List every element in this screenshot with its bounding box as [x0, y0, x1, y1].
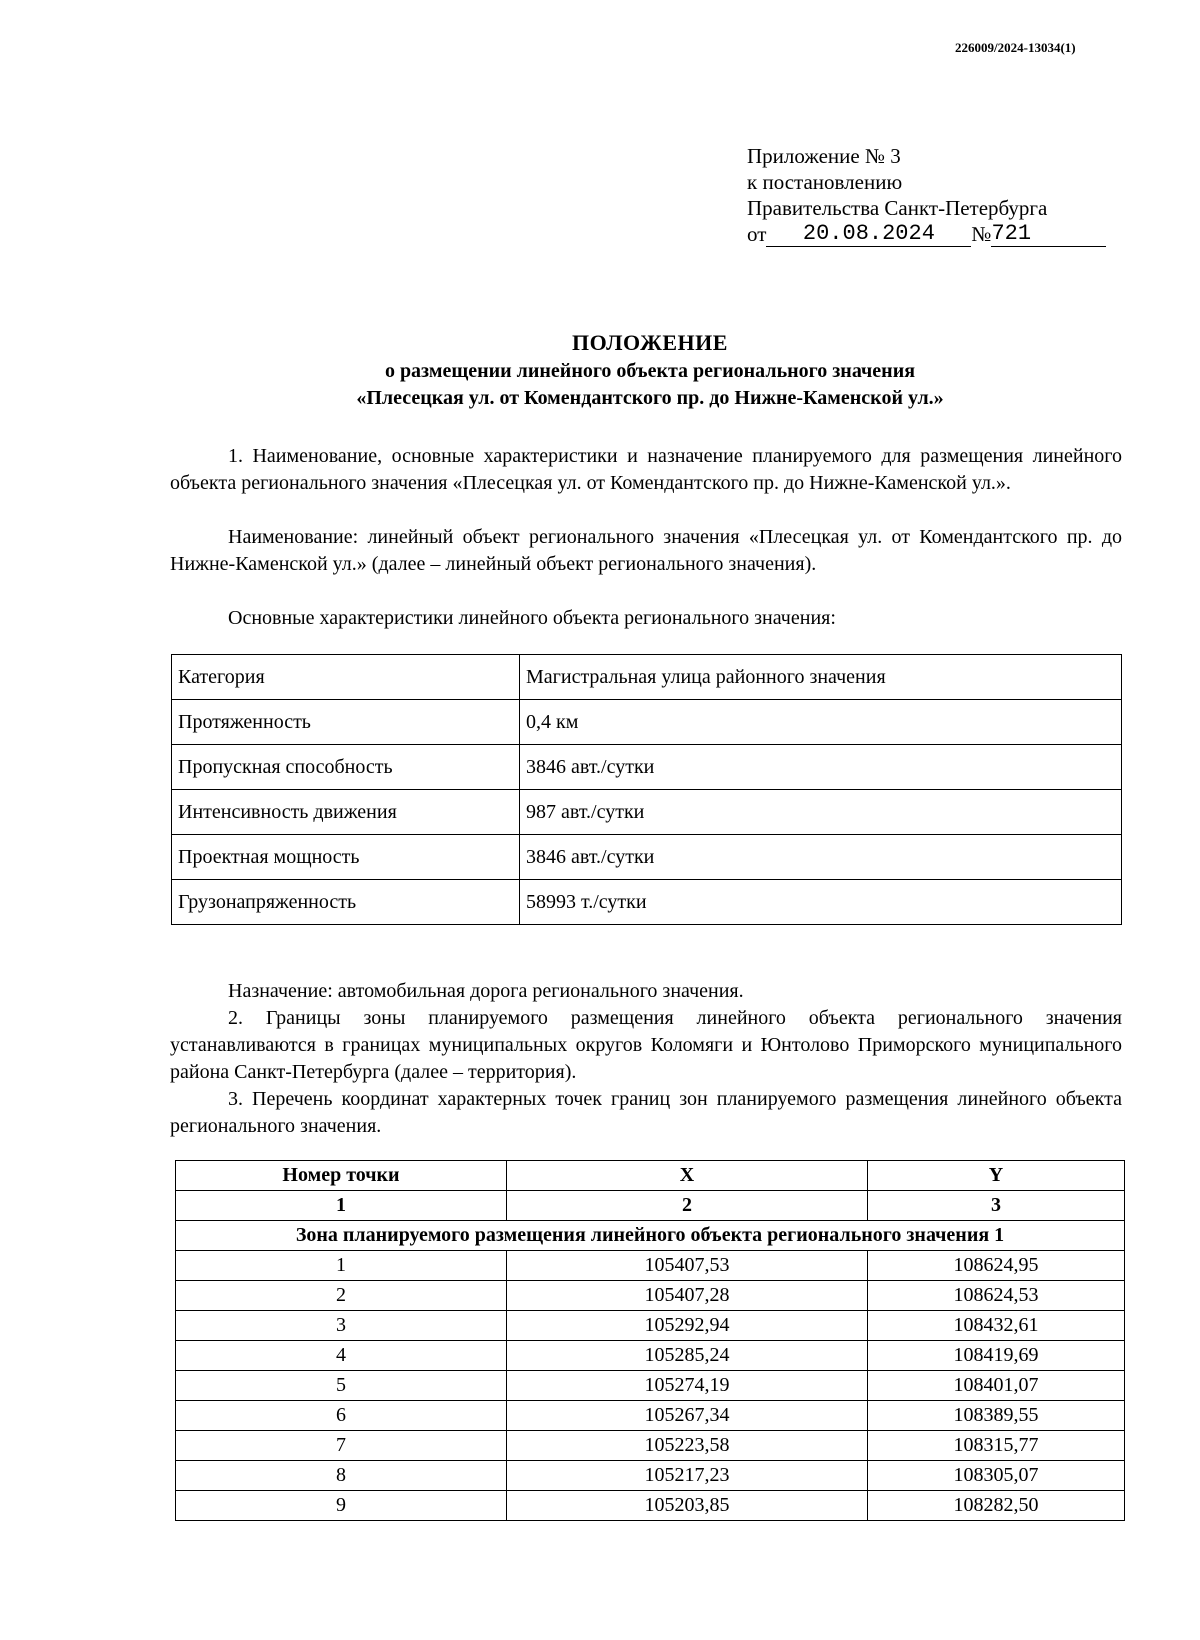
- header-y: Y: [868, 1161, 1125, 1191]
- number-label: №: [971, 222, 992, 246]
- characteristic-value: 3846 авт./сутки: [520, 745, 1122, 790]
- point-number: 6: [176, 1401, 507, 1431]
- x-coordinate: 105217,23: [507, 1461, 868, 1491]
- characteristics-table: [171, 654, 1122, 925]
- x-coordinate: 105223,58: [507, 1431, 868, 1461]
- table-row: [176, 1431, 1125, 1461]
- paragraph-1: 1. Наименование, основные характеристики и назначение планируемого для размещения линейного объекта регионального значения «Плесецкая ул. от Комендантского пр. до Нижне-Каменской ул.».: [170, 445, 1122, 494]
- y-coordinate: 108282,50: [868, 1491, 1125, 1521]
- appendix-date-line: [747, 221, 1106, 247]
- appendix-line-3: Правительства Санкт-Петербурга: [747, 196, 1048, 220]
- x-coordinate: 105292,94: [507, 1311, 868, 1341]
- column-number-3: 3: [868, 1191, 1125, 1221]
- y-coordinate: 108432,61: [868, 1311, 1125, 1341]
- title-main: ПОЛОЖЕНИЕ: [572, 330, 728, 355]
- characteristic-value: 0,4 км: [520, 700, 1122, 745]
- table-row: [172, 700, 1122, 745]
- document-title: [170, 330, 1130, 410]
- zone-title: Зона планируемого размещения линейного объекта регионального значения 1: [176, 1221, 1125, 1251]
- point-number: 4: [176, 1341, 507, 1371]
- characteristic-name: Категория: [172, 655, 520, 700]
- characteristic-name: Интенсивность движения: [172, 790, 520, 835]
- paragraph-2: Наименование: линейный объект регионального значения «Плесецкая ул. от Комендантского пр. до Нижне-Каменской ул.» (далее – линейный объект регионального значения).: [170, 526, 1122, 575]
- y-coordinate: 108624,53: [868, 1281, 1125, 1311]
- appendix-line-1: Приложение № 3: [747, 144, 901, 168]
- title-subtitle-1: о размещении линейного объекта регионального значения: [384, 360, 916, 382]
- table-row: [172, 835, 1122, 880]
- y-coordinate: 108315,77: [868, 1431, 1125, 1461]
- coordinates-table: [175, 1160, 1125, 1521]
- y-coordinate: 108389,55: [868, 1401, 1125, 1431]
- y-coordinate: 108624,95: [868, 1251, 1125, 1281]
- zone-title-row: [176, 1221, 1125, 1251]
- table-row: [172, 790, 1122, 835]
- paragraph-5: 2. Границы зоны планируемого размещения линейного объекта регионального значения устанавливаются в границах муниципальных округов Коломяги и Юнтолово Приморского муниципального района Санкт-Петербурга (далее – территория).: [170, 1007, 1122, 1083]
- table-row: [176, 1491, 1125, 1521]
- coords-header-row: [176, 1161, 1125, 1191]
- column-number-2: 2: [507, 1191, 868, 1221]
- header-x: X: [507, 1161, 868, 1191]
- point-number: 7: [176, 1431, 507, 1461]
- x-coordinate: 105267,34: [507, 1401, 868, 1431]
- characteristic-name: Протяженность: [172, 700, 520, 745]
- header-point-number: Номер точки: [176, 1161, 507, 1191]
- characteristic-value: 987 авт./сутки: [520, 790, 1122, 835]
- y-coordinate: 108401,07: [868, 1371, 1125, 1401]
- table-row: [176, 1341, 1125, 1371]
- y-coordinate: 108419,69: [868, 1341, 1125, 1371]
- characteristic-name: Грузонапряженность: [172, 880, 520, 925]
- title-subtitle-2: «Плесецкая ул. от Комендантского пр. до Нижне-Каменской ул.»: [356, 387, 944, 409]
- decree-number: 721: [991, 222, 1106, 247]
- point-number: 8: [176, 1461, 507, 1491]
- column-number-1: 1: [176, 1191, 507, 1221]
- coords-column-numbers-row: [176, 1191, 1125, 1221]
- table-row: [172, 745, 1122, 790]
- table-row: [176, 1311, 1125, 1341]
- document-number: 226009/2024-13034(1): [955, 40, 1076, 55]
- table-row: [176, 1371, 1125, 1401]
- table-row: [172, 655, 1122, 700]
- point-number: 1: [176, 1251, 507, 1281]
- point-number: 3: [176, 1311, 507, 1341]
- paragraph-4: Назначение: автомобильная дорога регионального значения.: [228, 980, 744, 1002]
- x-coordinate: 105407,53: [507, 1251, 868, 1281]
- table-row: [176, 1401, 1125, 1431]
- appendix-line-2: к постановлению: [747, 170, 903, 194]
- paragraph-3: Основные характеристики линейного объекта регионального значения:: [228, 607, 836, 629]
- point-number: 2: [176, 1281, 507, 1311]
- point-number: 5: [176, 1371, 507, 1401]
- characteristic-name: Проектная мощность: [172, 835, 520, 880]
- table-row: [176, 1251, 1125, 1281]
- x-coordinate: 105274,19: [507, 1371, 868, 1401]
- from-label: от: [747, 222, 767, 246]
- point-number: 9: [176, 1491, 507, 1521]
- characteristic-value: 3846 авт./сутки: [520, 835, 1122, 880]
- decree-date: 20.08.2024: [766, 222, 971, 247]
- table-row: [172, 880, 1122, 925]
- x-coordinate: 105203,85: [507, 1491, 868, 1521]
- table-row: [176, 1281, 1125, 1311]
- characteristic-value: 58993 т./сутки: [520, 880, 1122, 925]
- x-coordinate: 105285,24: [507, 1341, 868, 1371]
- appendix-header: [747, 143, 1106, 247]
- table-row: [176, 1461, 1125, 1491]
- x-coordinate: 105407,28: [507, 1281, 868, 1311]
- characteristic-value: Магистральная улица районного значения: [520, 655, 1122, 700]
- paragraph-6: 3. Перечень координат характерных точек границ зон планируемого размещения линейного объекта регионального значения.: [170, 1088, 1122, 1137]
- y-coordinate: 108305,07: [868, 1461, 1125, 1491]
- characteristic-name: Пропускная способность: [172, 745, 520, 790]
